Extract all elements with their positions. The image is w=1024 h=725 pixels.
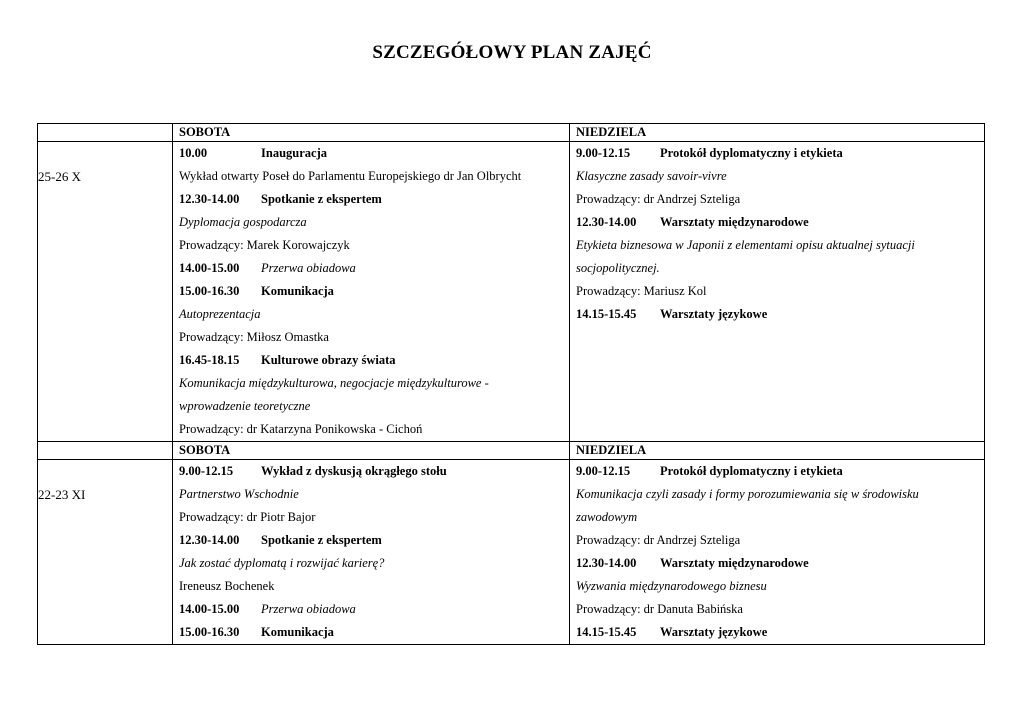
session-time: 10.00 — [179, 146, 208, 160]
session-topic: Przerwa obiadowa — [261, 261, 356, 275]
schedule-line — [173, 188, 569, 211]
session-topic: Autoprezentacja — [179, 307, 261, 321]
date-cell — [38, 460, 173, 645]
schedule-line — [570, 460, 984, 483]
schedule-line — [570, 575, 984, 598]
session-topic: Klasyczne zasady savoir-vivre — [576, 169, 727, 183]
schedule-table — [37, 123, 985, 645]
schedule-line — [570, 552, 984, 575]
sunday-header: NIEDZIELA — [576, 125, 647, 139]
session-title: Komunikacja — [261, 284, 334, 298]
session-title: Spotkanie z ekspertem — [261, 533, 382, 547]
date-label: 22-23 XI — [38, 487, 86, 502]
session-title: Warsztaty językowe — [660, 625, 768, 639]
schedule-line — [570, 598, 984, 621]
empty-header-cell — [38, 124, 173, 142]
session-topic: Komunikacja międzykulturowa, negocjacje międzykulturowe - — [179, 376, 489, 390]
schedule-line — [570, 621, 984, 644]
schedule-line — [173, 142, 569, 165]
saturday-cell — [173, 142, 570, 442]
session-time: 12.30-14.00 — [179, 192, 240, 206]
schedule-line — [173, 326, 569, 349]
sunday-header-cell — [570, 442, 985, 460]
session-topic: Przerwa obiadowa — [261, 602, 356, 616]
session-topic: Etykieta biznesowa w Japonii z elementami opisu aktualnej sytuacji — [576, 238, 915, 252]
session-detail: Ireneusz Bochenek — [179, 579, 275, 593]
schedule-line — [173, 211, 569, 234]
schedule-line — [173, 280, 569, 303]
session-title: Wykład z dyskusją okrągłego stołu — [261, 464, 447, 478]
schedule-line — [173, 257, 569, 280]
day-header-row — [38, 124, 985, 142]
session-time: 9.00-12.15 — [576, 464, 631, 478]
session-time: 14.15-15.45 — [576, 625, 637, 639]
schedule-line — [570, 234, 984, 257]
session-time: 16.45-18.15 — [179, 353, 240, 367]
schedule-row — [38, 460, 985, 645]
schedule-line — [173, 552, 569, 575]
saturday-cell — [173, 460, 570, 645]
saturday-header: SOBOTA — [179, 125, 231, 139]
session-detail: Prowadzący: dr Andrzej Szteliga — [576, 192, 741, 206]
schedule-line — [173, 165, 569, 188]
session-title: Warsztaty międzynarodowe — [660, 215, 809, 229]
schedule-line — [570, 211, 984, 234]
session-topic: socjopolitycznej. — [576, 261, 660, 275]
saturday-header: SOBOTA — [179, 443, 231, 457]
session-topic: Wyzwania międzynarodowego biznesu — [576, 579, 767, 593]
session-topic: Komunikacja czyli zasady i formy porozumiewania się w środowisku — [576, 487, 919, 501]
session-title: Inauguracja — [261, 146, 327, 160]
schedule-line — [570, 506, 984, 529]
session-detail: Wykład otwarty Poseł do Parlamentu Europejskiego dr Jan Olbrycht — [179, 169, 522, 183]
session-time: 15.00-16.30 — [179, 625, 240, 639]
session-detail: Prowadzący: dr Katarzyna Ponikowska - Cichoń — [179, 422, 423, 436]
schedule-line — [173, 621, 569, 644]
session-title: Warsztaty międzynarodowe — [660, 556, 809, 570]
sunday-cell — [570, 142, 985, 442]
session-time: 14.15-15.45 — [576, 307, 637, 321]
session-topic: zawodowym — [576, 510, 638, 524]
schedule-line — [570, 483, 984, 506]
schedule-line — [173, 506, 569, 529]
session-topic: wprowadzenie teoretyczne — [179, 399, 311, 413]
date-label: 25-26 X — [38, 169, 81, 184]
session-detail: Prowadzący: dr Piotr Bajor — [179, 510, 316, 524]
schedule-line — [173, 598, 569, 621]
session-topic: Jak zostać dyplomatą i rozwijać karierę? — [179, 556, 385, 570]
session-title: Spotkanie z ekspertem — [261, 192, 382, 206]
session-title: Protokół dyplomatyczny i etykieta — [660, 464, 843, 478]
saturday-header-cell — [173, 442, 570, 460]
schedule-line — [570, 303, 984, 326]
session-detail: Prowadzący: Marek Korowajczyk — [179, 238, 350, 252]
date-cell — [38, 142, 173, 442]
session-time: 12.30-14.00 — [179, 533, 240, 547]
sunday-cell — [570, 460, 985, 645]
schedule-line — [570, 280, 984, 303]
session-topic: Partnerstwo Wschodnie — [179, 487, 299, 501]
session-topic: Dyplomacja gospodarcza — [179, 215, 307, 229]
day-header-row — [38, 442, 985, 460]
session-detail: Prowadzący: Miłosz Omastka — [179, 330, 329, 344]
schedule-line — [173, 483, 569, 506]
schedule-line — [570, 529, 984, 552]
schedule-row — [38, 142, 985, 442]
schedule-line — [570, 142, 984, 165]
schedule-line — [173, 418, 569, 441]
session-time: 14.00-15.00 — [179, 602, 240, 616]
session-time: 9.00-12.15 — [576, 146, 631, 160]
session-time: 12.30-14.00 — [576, 215, 637, 229]
session-time: 15.00-16.30 — [179, 284, 240, 298]
schedule-line — [570, 165, 984, 188]
session-title: Kulturowe obrazy świata — [261, 353, 396, 367]
schedule-line — [173, 575, 569, 598]
sunday-header-cell — [570, 124, 985, 142]
sunday-header: NIEDZIELA — [576, 443, 647, 457]
session-title: Warsztaty językowe — [660, 307, 768, 321]
session-time: 12.30-14.00 — [576, 556, 637, 570]
schedule-line — [173, 234, 569, 257]
schedule-line — [570, 188, 984, 211]
saturday-header-cell — [173, 124, 570, 142]
session-time: 14.00-15.00 — [179, 261, 240, 275]
session-detail: Prowadzący: dr Danuta Babińska — [576, 602, 743, 616]
session-title: Komunikacja — [261, 625, 334, 639]
session-time: 9.00-12.15 — [179, 464, 234, 478]
schedule-line — [173, 303, 569, 326]
empty-header-cell — [38, 442, 173, 460]
schedule-line — [173, 529, 569, 552]
session-detail: Prowadzący: dr Andrzej Szteliga — [576, 533, 741, 547]
schedule-line — [173, 460, 569, 483]
session-title: Protokół dyplomatyczny i etykieta — [660, 146, 843, 160]
page-title: SZCZEGÓŁOWY PLAN ZAJĘĆ — [372, 42, 652, 63]
schedule-line — [173, 372, 569, 395]
schedule-line — [173, 395, 569, 418]
session-detail: Prowadzący: Mariusz Kol — [576, 284, 707, 298]
schedule-line — [173, 349, 569, 372]
schedule-line — [570, 257, 984, 280]
